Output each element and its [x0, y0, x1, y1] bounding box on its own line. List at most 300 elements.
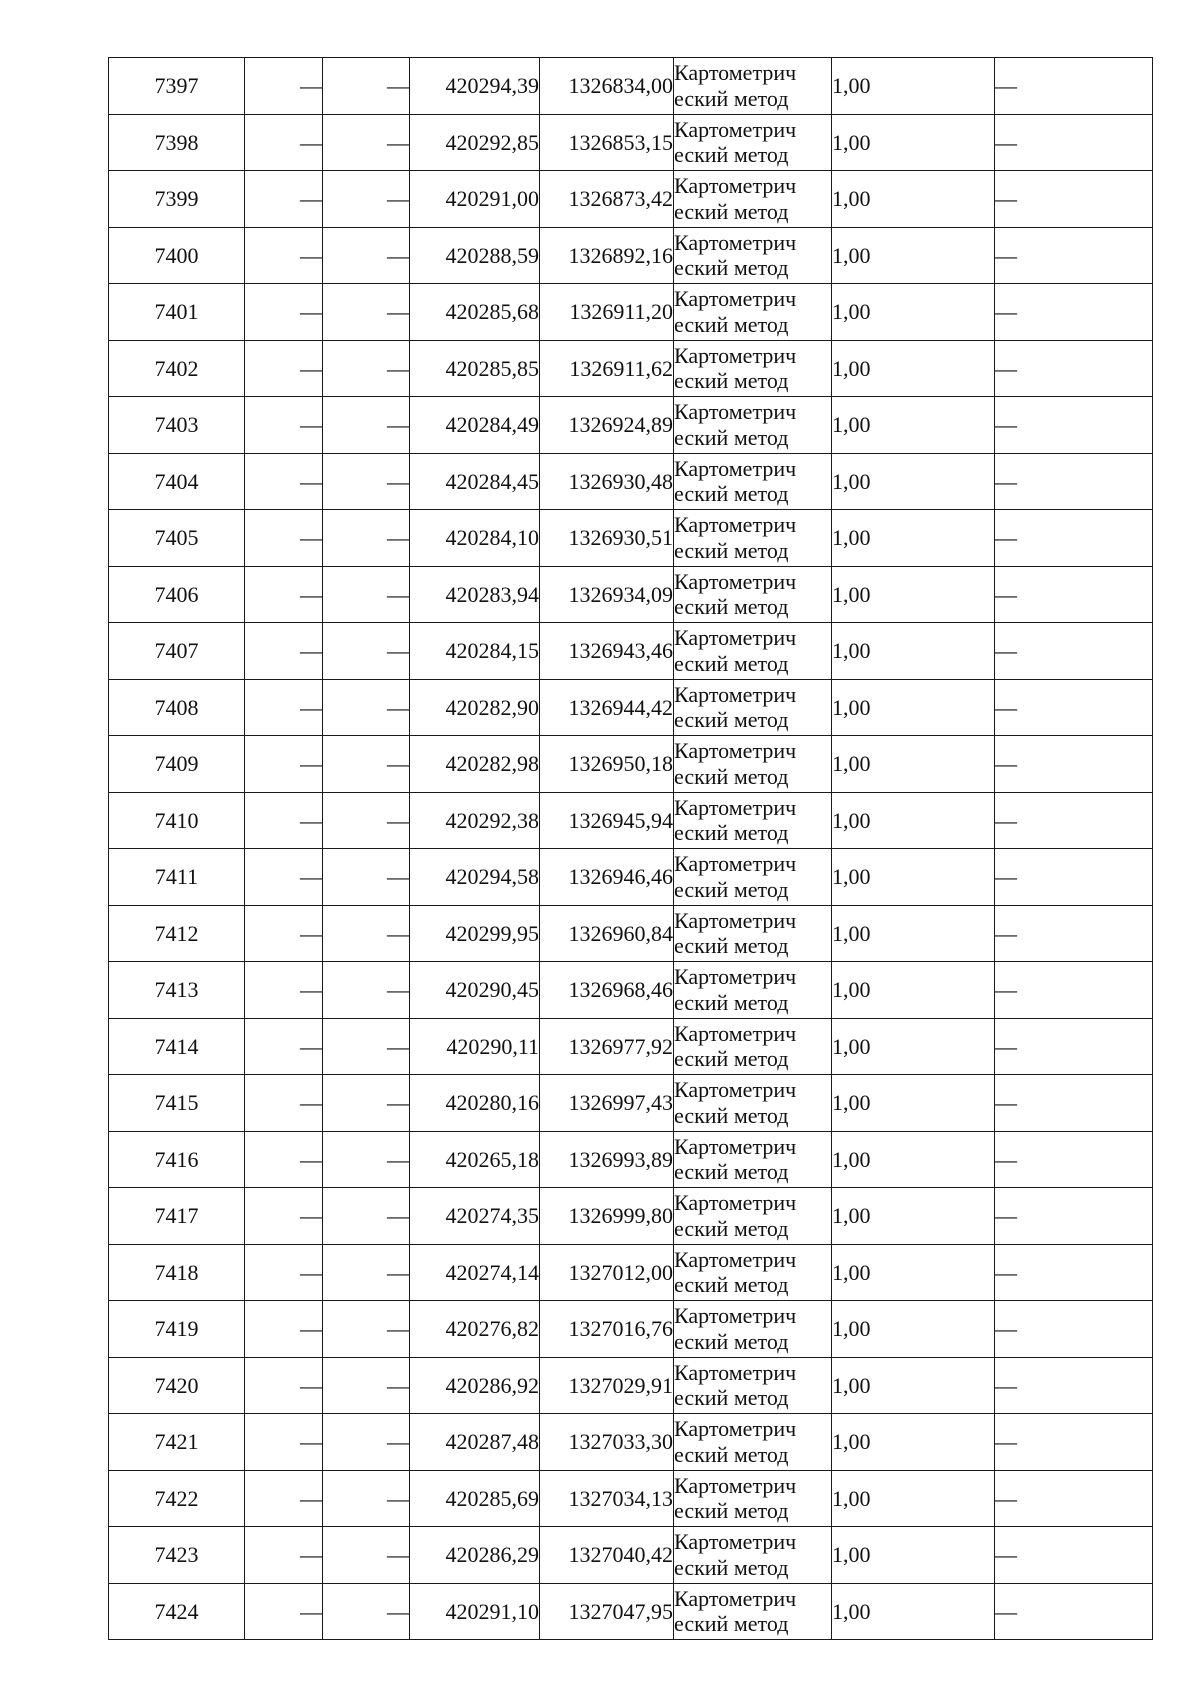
accuracy-cell: 1,00	[832, 397, 995, 454]
accuracy-cell: 1,00	[832, 1301, 995, 1358]
method-cell	[674, 1470, 832, 1527]
empty-value-cell: —	[323, 58, 410, 115]
x-coordinate-cell: 420285,68	[410, 284, 540, 341]
point-number-cell: 7407	[109, 623, 245, 680]
y-coordinate-cell: 1326943,46	[540, 623, 674, 680]
description-cell: —	[995, 1131, 1153, 1188]
description-cell: —	[995, 1527, 1153, 1584]
x-coordinate-cell: 420299,95	[410, 905, 540, 962]
x-coordinate-cell: 420284,15	[410, 623, 540, 680]
empty-value-cell: —	[323, 284, 410, 341]
accuracy-cell: 1,00	[832, 1414, 995, 1471]
method-text-line: Картометрич	[674, 1303, 797, 1329]
accuracy-cell: 1,00	[832, 58, 995, 115]
y-coordinate-cell: 1326997,43	[540, 1075, 674, 1132]
method-cell	[674, 623, 832, 680]
empty-value-cell: —	[323, 510, 410, 567]
point-number-cell: 7413	[109, 962, 245, 1019]
x-coordinate-cell: 420292,85	[410, 114, 540, 171]
table-row	[109, 962, 1153, 1019]
point-number-cell: 7414	[109, 1018, 245, 1075]
point-number-cell: 7402	[109, 340, 245, 397]
method-text-line: еский метод	[674, 820, 789, 846]
description-cell: —	[995, 792, 1153, 849]
empty-value-cell: —	[323, 1131, 410, 1188]
accuracy-cell: 1,00	[832, 1131, 995, 1188]
method-text-line: еский метод	[674, 1441, 789, 1467]
x-coordinate-cell: 420286,29	[410, 1527, 540, 1584]
empty-value-cell: —	[245, 962, 323, 1019]
table-row	[109, 679, 1153, 736]
description-cell: —	[995, 171, 1153, 228]
table-row	[109, 792, 1153, 849]
method-text-line: Картометрич	[674, 1416, 797, 1442]
description-cell: —	[995, 1357, 1153, 1414]
method-text-line: Картометрич	[674, 399, 797, 425]
method-text-line: Картометрич	[674, 512, 797, 538]
x-coordinate-cell: 420283,94	[410, 566, 540, 623]
empty-value-cell: —	[245, 1075, 323, 1132]
accuracy-cell: 1,00	[832, 905, 995, 962]
y-coordinate-cell: 1326960,84	[540, 905, 674, 962]
description-cell: —	[995, 566, 1153, 623]
x-coordinate-cell: 420287,48	[410, 1414, 540, 1471]
table-row	[109, 849, 1153, 906]
point-number-cell: 7401	[109, 284, 245, 341]
method-text-line: Картометрич	[674, 286, 797, 312]
y-coordinate-cell: 1326944,42	[540, 679, 674, 736]
method-cell	[674, 171, 832, 228]
point-number-cell: 7405	[109, 510, 245, 567]
point-number-cell: 7406	[109, 566, 245, 623]
empty-value-cell: —	[245, 114, 323, 171]
table-row	[109, 510, 1153, 567]
point-number-cell: 7412	[109, 905, 245, 962]
y-coordinate-cell: 1326911,62	[540, 340, 674, 397]
point-number-cell: 7403	[109, 397, 245, 454]
method-text-line: Картометрич	[674, 1246, 797, 1272]
y-coordinate-cell: 1326834,00	[540, 58, 674, 115]
table-row	[109, 453, 1153, 510]
table-row	[109, 114, 1153, 171]
point-number-cell: 7409	[109, 736, 245, 793]
y-coordinate-cell: 1326993,89	[540, 1131, 674, 1188]
y-coordinate-cell: 1326977,92	[540, 1018, 674, 1075]
method-cell	[674, 1244, 832, 1301]
table-row	[109, 1075, 1153, 1132]
table-row	[109, 1470, 1153, 1527]
point-number-cell: 7410	[109, 792, 245, 849]
y-coordinate-cell: 1326924,89	[540, 397, 674, 454]
method-text-line: Картометрич	[674, 60, 797, 86]
accuracy-cell: 1,00	[832, 1357, 995, 1414]
method-text-line: Картометрич	[674, 173, 797, 199]
accuracy-cell: 1,00	[832, 1188, 995, 1245]
method-cell	[674, 962, 832, 1019]
table-row	[109, 623, 1153, 680]
method-text-line: Картометрич	[674, 625, 797, 651]
table-row	[109, 1357, 1153, 1414]
y-coordinate-cell: 1327047,95	[540, 1583, 674, 1640]
method-text-line: Картометрич	[674, 851, 797, 877]
empty-value-cell: —	[245, 849, 323, 906]
method-cell	[674, 340, 832, 397]
description-cell: —	[995, 1244, 1153, 1301]
method-text-line: еский метод	[674, 311, 789, 337]
empty-value-cell: —	[323, 623, 410, 680]
empty-value-cell: —	[323, 1414, 410, 1471]
method-text-line: еский метод	[674, 85, 789, 111]
description-cell: —	[995, 227, 1153, 284]
x-coordinate-cell: 420276,82	[410, 1301, 540, 1358]
y-coordinate-cell: 1326934,09	[540, 566, 674, 623]
method-text-line: Картометрич	[674, 1359, 797, 1385]
empty-value-cell: —	[323, 1357, 410, 1414]
method-cell	[674, 1357, 832, 1414]
method-text-line: еский метод	[674, 1498, 789, 1524]
x-coordinate-cell: 420288,59	[410, 227, 540, 284]
method-cell	[674, 1414, 832, 1471]
table-row	[109, 397, 1153, 454]
empty-value-cell: —	[245, 227, 323, 284]
accuracy-cell: 1,00	[832, 1583, 995, 1640]
method-text-line: еский метод	[674, 537, 789, 563]
empty-value-cell: —	[245, 58, 323, 115]
description-cell: —	[995, 397, 1153, 454]
empty-value-cell: —	[323, 679, 410, 736]
empty-value-cell: —	[245, 1583, 323, 1640]
accuracy-cell: 1,00	[832, 623, 995, 680]
y-coordinate-cell: 1327016,76	[540, 1301, 674, 1358]
x-coordinate-cell: 420265,18	[410, 1131, 540, 1188]
method-text-line: еский метод	[674, 424, 789, 450]
method-text-line: еский метод	[674, 1159, 789, 1185]
description-cell: —	[995, 679, 1153, 736]
method-text-line: Картометрич	[674, 1133, 797, 1159]
accuracy-cell: 1,00	[832, 792, 995, 849]
table-row	[109, 1131, 1153, 1188]
empty-value-cell: —	[245, 397, 323, 454]
method-text-line: еский метод	[674, 1215, 789, 1241]
empty-value-cell: —	[323, 905, 410, 962]
method-text-line: Картометрич	[674, 964, 797, 990]
empty-value-cell: —	[323, 566, 410, 623]
method-text-line: Картометрич	[674, 1077, 797, 1103]
point-number-cell: 7400	[109, 227, 245, 284]
empty-value-cell: —	[245, 1301, 323, 1358]
y-coordinate-cell: 1326945,94	[540, 792, 674, 849]
table-row	[109, 58, 1153, 115]
point-number-cell: 7417	[109, 1188, 245, 1245]
x-coordinate-cell: 420286,92	[410, 1357, 540, 1414]
accuracy-cell: 1,00	[832, 284, 995, 341]
point-number-cell: 7421	[109, 1414, 245, 1471]
empty-value-cell: —	[245, 1244, 323, 1301]
method-text-line: еский метод	[674, 481, 789, 507]
table-row	[109, 736, 1153, 793]
point-number-cell: 7420	[109, 1357, 245, 1414]
method-text-line: еский метод	[674, 989, 789, 1015]
table-row	[109, 1244, 1153, 1301]
empty-value-cell: —	[245, 736, 323, 793]
table-row	[109, 566, 1153, 623]
empty-value-cell: —	[245, 1018, 323, 1075]
description-cell: —	[995, 736, 1153, 793]
method-cell	[674, 679, 832, 736]
method-cell	[674, 397, 832, 454]
method-text-line: еский метод	[674, 255, 789, 281]
description-cell: —	[995, 1414, 1153, 1471]
table-row	[109, 227, 1153, 284]
point-number-cell: 7423	[109, 1527, 245, 1584]
empty-value-cell: —	[323, 397, 410, 454]
x-coordinate-cell: 420284,10	[410, 510, 540, 567]
method-text-line: еский метод	[674, 1102, 789, 1128]
accuracy-cell: 1,00	[832, 453, 995, 510]
x-coordinate-cell: 420285,69	[410, 1470, 540, 1527]
empty-value-cell: —	[323, 171, 410, 228]
y-coordinate-cell: 1326968,46	[540, 962, 674, 1019]
empty-value-cell: —	[245, 905, 323, 962]
x-coordinate-cell: 420292,38	[410, 792, 540, 849]
method-cell	[674, 1301, 832, 1358]
empty-value-cell: —	[245, 679, 323, 736]
method-cell	[674, 792, 832, 849]
x-coordinate-cell: 420294,58	[410, 849, 540, 906]
table-row	[109, 171, 1153, 228]
table-row	[109, 1188, 1153, 1245]
empty-value-cell: —	[323, 1583, 410, 1640]
method-cell	[674, 736, 832, 793]
method-text-line: еский метод	[674, 1554, 789, 1580]
method-cell	[674, 510, 832, 567]
y-coordinate-cell: 1326892,16	[540, 227, 674, 284]
empty-value-cell: —	[245, 792, 323, 849]
point-number-cell: 7398	[109, 114, 245, 171]
x-coordinate-cell: 420274,14	[410, 1244, 540, 1301]
method-cell	[674, 1075, 832, 1132]
y-coordinate-cell: 1326873,42	[540, 171, 674, 228]
method-text-line: еский метод	[674, 1611, 789, 1637]
method-text-line: еский метод	[674, 707, 789, 733]
empty-value-cell: —	[323, 227, 410, 284]
table-row	[109, 1414, 1153, 1471]
accuracy-cell: 1,00	[832, 1244, 995, 1301]
table-body	[109, 58, 1153, 1640]
method-text-line: еский метод	[674, 142, 789, 168]
point-number-cell: 7411	[109, 849, 245, 906]
empty-value-cell: —	[323, 1075, 410, 1132]
table-row	[109, 1527, 1153, 1584]
description-cell: —	[995, 1583, 1153, 1640]
method-cell	[674, 1583, 832, 1640]
empty-value-cell: —	[245, 1188, 323, 1245]
method-text-line: еский метод	[674, 650, 789, 676]
method-cell	[674, 849, 832, 906]
method-cell	[674, 1188, 832, 1245]
description-cell: —	[995, 1018, 1153, 1075]
x-coordinate-cell: 420274,35	[410, 1188, 540, 1245]
point-number-cell: 7418	[109, 1244, 245, 1301]
method-text-line: Картометрич	[674, 1585, 797, 1611]
method-cell	[674, 1527, 832, 1584]
method-cell	[674, 1131, 832, 1188]
method-cell	[674, 1018, 832, 1075]
y-coordinate-cell: 1326999,80	[540, 1188, 674, 1245]
x-coordinate-cell: 420282,98	[410, 736, 540, 793]
method-text-line: еский метод	[674, 1385, 789, 1411]
y-coordinate-cell: 1327040,42	[540, 1527, 674, 1584]
method-text-line: Картометрич	[674, 794, 797, 820]
empty-value-cell: —	[245, 1527, 323, 1584]
method-cell	[674, 114, 832, 171]
method-text-line: Картометрич	[674, 1190, 797, 1216]
accuracy-cell: 1,00	[832, 340, 995, 397]
x-coordinate-cell: 420290,45	[410, 962, 540, 1019]
x-coordinate-cell: 420280,16	[410, 1075, 540, 1132]
method-text-line: Картометрич	[674, 1020, 797, 1046]
description-cell: —	[995, 905, 1153, 962]
accuracy-cell: 1,00	[832, 1470, 995, 1527]
description-cell: —	[995, 623, 1153, 680]
description-cell: —	[995, 510, 1153, 567]
empty-value-cell: —	[245, 340, 323, 397]
method-cell	[674, 905, 832, 962]
point-number-cell: 7419	[109, 1301, 245, 1358]
description-cell: —	[995, 114, 1153, 171]
accuracy-cell: 1,00	[832, 1018, 995, 1075]
empty-value-cell: —	[245, 1470, 323, 1527]
method-text-line: еский метод	[674, 1328, 789, 1354]
accuracy-cell: 1,00	[832, 1075, 995, 1132]
table-row	[109, 340, 1153, 397]
method-text-line: еский метод	[674, 368, 789, 394]
description-cell: —	[995, 849, 1153, 906]
x-coordinate-cell: 420291,10	[410, 1583, 540, 1640]
x-coordinate-cell: 420291,00	[410, 171, 540, 228]
y-coordinate-cell: 1326930,51	[540, 510, 674, 567]
x-coordinate-cell: 420285,85	[410, 340, 540, 397]
method-text-line: еский метод	[674, 198, 789, 224]
description-cell: —	[995, 284, 1153, 341]
empty-value-cell: —	[323, 1301, 410, 1358]
y-coordinate-cell: 1326930,48	[540, 453, 674, 510]
point-number-cell: 7416	[109, 1131, 245, 1188]
accuracy-cell: 1,00	[832, 566, 995, 623]
method-text-line: еский метод	[674, 1046, 789, 1072]
method-text-line: Картометрич	[674, 116, 797, 142]
y-coordinate-cell: 1326950,18	[540, 736, 674, 793]
point-number-cell: 7424	[109, 1583, 245, 1640]
description-cell: —	[995, 962, 1153, 1019]
description-cell: —	[995, 58, 1153, 115]
x-coordinate-cell: 420294,39	[410, 58, 540, 115]
method-text-line: Картометрич	[674, 907, 797, 933]
accuracy-cell: 1,00	[832, 962, 995, 1019]
method-text-line: Картометрич	[674, 568, 797, 594]
description-cell: —	[995, 453, 1153, 510]
method-text-line: еский метод	[674, 763, 789, 789]
table-row	[109, 1018, 1153, 1075]
x-coordinate-cell: 420284,45	[410, 453, 540, 510]
description-cell: —	[995, 340, 1153, 397]
accuracy-cell: 1,00	[832, 510, 995, 567]
empty-value-cell: —	[323, 962, 410, 1019]
accuracy-cell: 1,00	[832, 736, 995, 793]
y-coordinate-cell: 1326853,15	[540, 114, 674, 171]
empty-value-cell: —	[323, 792, 410, 849]
empty-value-cell: —	[323, 1188, 410, 1245]
description-cell: —	[995, 1075, 1153, 1132]
method-text-line: еский метод	[674, 1272, 789, 1298]
y-coordinate-cell: 1326946,46	[540, 849, 674, 906]
empty-value-cell: —	[245, 453, 323, 510]
method-cell	[674, 227, 832, 284]
empty-value-cell: —	[245, 171, 323, 228]
point-number-cell: 7408	[109, 679, 245, 736]
description-cell: —	[995, 1470, 1153, 1527]
empty-value-cell: —	[323, 1244, 410, 1301]
y-coordinate-cell: 1327029,91	[540, 1357, 674, 1414]
y-coordinate-cell: 1326911,20	[540, 284, 674, 341]
empty-value-cell: —	[245, 284, 323, 341]
accuracy-cell: 1,00	[832, 849, 995, 906]
point-number-cell: 7422	[109, 1470, 245, 1527]
empty-value-cell: —	[323, 1527, 410, 1584]
x-coordinate-cell: 420284,49	[410, 397, 540, 454]
method-cell	[674, 566, 832, 623]
method-text-line: Картометрич	[674, 1472, 797, 1498]
point-number-cell: 7404	[109, 453, 245, 510]
point-number-cell: 7397	[109, 58, 245, 115]
accuracy-cell: 1,00	[832, 114, 995, 171]
accuracy-cell: 1,00	[832, 679, 995, 736]
table-row	[109, 905, 1153, 962]
point-number-cell: 7415	[109, 1075, 245, 1132]
x-coordinate-cell: 420282,90	[410, 679, 540, 736]
accuracy-cell: 1,00	[832, 227, 995, 284]
method-text-line: Картометрич	[674, 455, 797, 481]
method-text-line: еский метод	[674, 933, 789, 959]
method-text-line: Картометрич	[674, 229, 797, 255]
method-text-line: Картометрич	[674, 1529, 797, 1555]
empty-value-cell: —	[323, 1470, 410, 1527]
y-coordinate-cell: 1327034,13	[540, 1470, 674, 1527]
table-row	[109, 284, 1153, 341]
y-coordinate-cell: 1327012,00	[540, 1244, 674, 1301]
empty-value-cell: —	[323, 849, 410, 906]
empty-value-cell: —	[323, 1018, 410, 1075]
method-text-line: Картометрич	[674, 738, 797, 764]
x-coordinate-cell: 420290,11	[410, 1018, 540, 1075]
empty-value-cell: —	[245, 1357, 323, 1414]
accuracy-cell: 1,00	[832, 1527, 995, 1584]
method-text-line: еский метод	[674, 876, 789, 902]
empty-value-cell: —	[323, 114, 410, 171]
empty-value-cell: —	[323, 736, 410, 793]
method-text-line: Картометрич	[674, 681, 797, 707]
method-text-line: еский метод	[674, 594, 789, 620]
empty-value-cell: —	[245, 566, 323, 623]
point-number-cell: 7399	[109, 171, 245, 228]
method-text-line: Картометрич	[674, 342, 797, 368]
empty-value-cell: —	[245, 623, 323, 680]
table-row	[109, 1301, 1153, 1358]
description-cell: —	[995, 1188, 1153, 1245]
description-cell: —	[995, 1301, 1153, 1358]
method-cell	[674, 58, 832, 115]
empty-value-cell: —	[323, 453, 410, 510]
